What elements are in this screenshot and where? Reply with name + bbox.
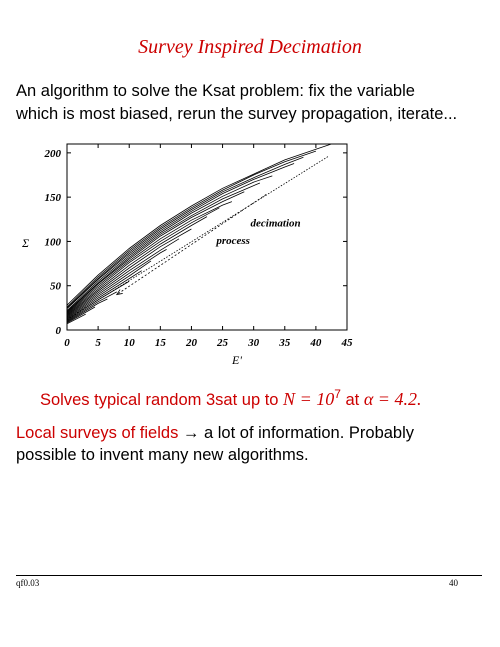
- y-tick-label: 50: [50, 280, 61, 293]
- n-symbol: N: [283, 389, 296, 409]
- x-tick-label: 25: [217, 337, 229, 349]
- n-exponent: 7: [334, 387, 341, 401]
- slide-title: Survey Inspired Decimation: [138, 36, 362, 58]
- intro-line-2: which is most biased, rerun the survey propagation, iterate...: [16, 105, 458, 123]
- x-axis-label: E': [232, 353, 242, 367]
- para-line-1-rest: a lot of information. Probably: [204, 424, 415, 442]
- result-line: [40, 387, 421, 410]
- x-tick-label: 5: [95, 337, 101, 349]
- decimation-curve: [67, 208, 219, 314]
- annotation-process: process: [216, 235, 250, 248]
- footer-label: qf0.03: [16, 578, 40, 588]
- x-tick-label: 10: [123, 337, 135, 349]
- y-tick-label: 100: [44, 236, 61, 249]
- annotation-decimation: decimation: [250, 217, 301, 230]
- footer-rule: [16, 575, 482, 576]
- n-equals: = 10: [295, 389, 335, 409]
- arrow-symbol: →: [178, 424, 204, 442]
- y-tick-label: 150: [44, 192, 61, 205]
- para-line-2: possible to invent many new algorithms.: [16, 446, 309, 464]
- page-number: 40: [449, 578, 458, 588]
- y-tick-label: 0: [55, 325, 61, 337]
- plot-frame: [67, 144, 347, 330]
- result-mid: at: [340, 391, 364, 409]
- alpha-value: = 4.2.: [373, 389, 422, 409]
- y-axis-label: Σ: [22, 236, 30, 250]
- x-tick-label: 20: [185, 337, 197, 349]
- alpha-symbol: α: [363, 389, 374, 409]
- y-tick-label: 200: [44, 147, 61, 160]
- x-tick-label: 45: [341, 337, 353, 349]
- x-tick-label: 0: [64, 337, 70, 349]
- x-tick-label: 30: [248, 337, 260, 349]
- arrow-head: [117, 290, 123, 295]
- local-surveys-phrase: Local surveys of fields: [16, 424, 179, 442]
- x-tick-label: 35: [279, 337, 291, 349]
- surveys-paragraph: [16, 422, 486, 466]
- intro-text: [16, 80, 486, 126]
- result-prefix: Solves typical random 3sat up to: [40, 391, 284, 409]
- intro-line-1: An algorithm to solve the Ksat problem: fix the variable: [16, 82, 415, 100]
- x-tick-label: 15: [154, 337, 166, 349]
- decimation-chart: [18, 134, 358, 374]
- x-tick-label: 40: [310, 337, 322, 349]
- reference-line: [67, 156, 328, 319]
